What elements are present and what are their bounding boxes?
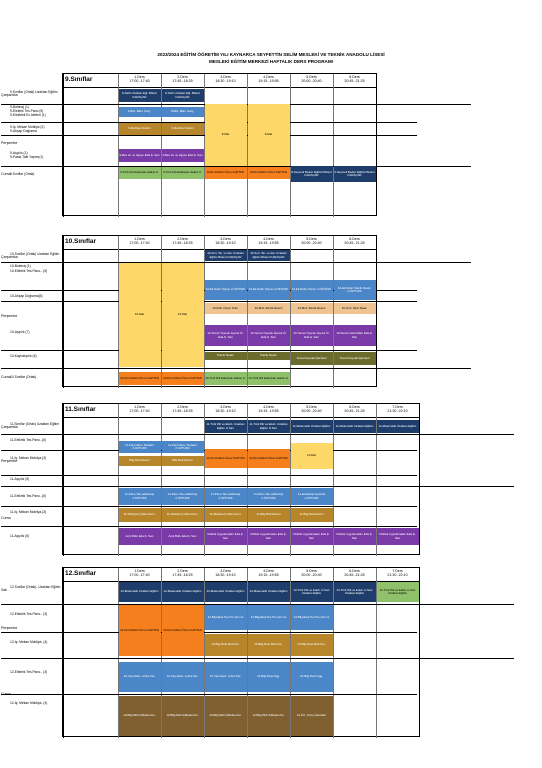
- class-cell: 9-Bilş. Bakı. Sorg.: [119, 107, 161, 117]
- period-time: 17:45 -18:25: [172, 241, 193, 246]
- class-cell: 10-Ek Doktr Ölçme 2.ÖZTÜRK: [205, 280, 247, 300]
- s12-body: [1, 568, 419, 738]
- class-cell: 12-Bilg.Elek.Tes.Pro.Çizi mi: [248, 605, 290, 630]
- row-label: 10-Bobinaj (1): [10, 264, 31, 268]
- period-header: [118, 569, 161, 578]
- s12-frame: [1, 567, 420, 737]
- class-cell: Temel Kaynak İşlemleri: [334, 352, 376, 365]
- class-cell: 9-Bes Hi. ve Hijyen Eda.Ş. Sarı: [119, 149, 161, 162]
- period-header: [118, 405, 161, 414]
- class-cell: 12-Bilg.Mob.İçMekan.Ko.: [119, 696, 161, 736]
- row-label: 11-İş; Mekan Mobilya-(3): [10, 456, 47, 460]
- class-cell: 12-Yapı Elek. veTes.Tas.: [119, 662, 161, 692]
- class-cell: 9-Mat: [205, 104, 247, 166]
- class-cell: 10-Türk Dili Edebiyatı Hatice.S.: [248, 372, 290, 385]
- row-label: 9-Elektrikli Ev Aletleri (1): [10, 113, 46, 117]
- period-name: 5.Ders: [306, 237, 317, 241]
- s11-title: 11.Sınıflar: [65, 406, 96, 413]
- period-name: 4.Ders: [263, 405, 274, 409]
- row-label: 9-Aşçılık (1): [10, 151, 28, 155]
- class-cell: 10-Mat: [119, 263, 161, 367]
- period-time: 20:45 -21:25: [344, 573, 365, 578]
- period-name: 3.Ders: [220, 569, 231, 573]
- class-cell: 9-Mobilya Üretimi: [119, 123, 161, 135]
- class-cell: 11-Bilg.Mob.Resmi: [291, 508, 333, 522]
- document-title-line2: MESLEKİ EĞİTİM MERKEZİ HAFTALIK DERS PROGRAMI: [209, 59, 333, 64]
- period-time: 20:00 -20:40: [301, 409, 322, 414]
- class-cell: 11-Mobilya İç.Mek.Donn.: [162, 508, 204, 522]
- class-cell: 11-Pano Tas.veMontajı 2.ÖZTÜRK: [162, 488, 204, 505]
- class-cell: 11-Pano Tas.veMontajı 2.ÖZTÜRK: [248, 488, 290, 505]
- period-name: 6.Ders: [349, 75, 360, 79]
- class-cell: 10-Din Kültürü Ömer KAPTAN: [119, 372, 161, 385]
- row-label: 12-İş; Mekan Mobilya- (4): [10, 701, 48, 705]
- class-cell: 9-Din Kültürü Ömer KAPTAN: [248, 167, 290, 179]
- class-cell: 9-Mat: [248, 104, 290, 166]
- period-header: [204, 75, 247, 84]
- period-time: 20:00 -20:40: [301, 79, 322, 84]
- period-time: 17:00 -17:40: [129, 573, 150, 578]
- class-cell: 9-Türk Dili Edebiyatı Hatice.S.: [162, 167, 204, 179]
- row-label: 9.Sınıflar (Ortak) Uzaktan Eğitim: [10, 90, 58, 94]
- class-cell: 12-Bilg.Dest.Mob.Üre.: [291, 634, 333, 656]
- period-header: [161, 569, 204, 578]
- day-label: Çarşamba: [1, 425, 18, 429]
- s9-frame: [1, 73, 377, 216]
- day-label: Cuma: [1, 375, 11, 379]
- class-cell: 10-Servis Hazırlıkları Eda.Ş. Sarı: [334, 325, 376, 346]
- day-label: Perşembe: [1, 141, 18, 145]
- period-header: [247, 405, 290, 414]
- class-cell: 11-Mobilya İç.Mek.Donn.: [205, 508, 247, 522]
- row-label: 11-Aşçılık (5): [10, 477, 30, 481]
- class-cell: 12-Bilg.Mob.İçMekan.Ko.: [162, 696, 204, 736]
- day-label: Çarşamba: [1, 255, 18, 259]
- period-header: [290, 75, 333, 84]
- class-cell: 9-Türk Dili Edebiyatı Hatice.S.: [119, 167, 161, 179]
- period-time: 19:15 -19:55: [258, 409, 279, 414]
- class-cell: 9-Bilş. Bakı. Sorg.: [162, 107, 204, 117]
- row-label: 9-Ahşap Doğrama: [10, 129, 37, 133]
- class-cell: Mutfak Uygulamaları Eda.Ş. Sarı: [291, 528, 333, 545]
- class-cell: 10-Mob.Yapım Tekn.: [205, 303, 247, 314]
- period-name: 1.Ders: [134, 75, 145, 79]
- row-label: 9-İş; Mekan Mobilya (2): [10, 125, 45, 129]
- period-time: 19:15 -19:55: [258, 241, 279, 246]
- row-divider: [1, 475, 417, 476]
- row-divider: [1, 301, 417, 302]
- period-time: 21:30 -22:10: [387, 573, 408, 578]
- period-time: 17:45 -18:25: [172, 573, 193, 578]
- class-cell: 10-Temel Yiyecek İçecek Ür. Eda.Ş. Sarı: [205, 325, 247, 346]
- period-name: 2.Ders: [177, 75, 188, 79]
- day-label: Perşembe: [1, 459, 18, 463]
- period-name: 4.Ders: [263, 75, 274, 79]
- period-time: 20:45 -21:25: [344, 241, 365, 246]
- class-cell: 12-Yapı Elek. veTes.Tas.: [205, 662, 247, 692]
- row-divider: [1, 350, 417, 351]
- class-cell: 10-Türk Dili Edebiyatı Hatice.S.: [205, 372, 247, 385]
- period-time: 19:15 -19:55: [258, 79, 279, 84]
- day-label: Çarşamba: [1, 93, 18, 97]
- s10-body: [1, 236, 376, 388]
- s10-title: 10.Sınıflar: [65, 238, 97, 245]
- period-header: [204, 405, 247, 414]
- period-header: [118, 237, 161, 246]
- period-header: [333, 405, 376, 414]
- row-label: 11-Elektrik Tes.Pano.-(5): [10, 438, 46, 442]
- class-cell: 11-Matematik Uzaktan Eğitim: [291, 420, 333, 433]
- period-name: 4.Ders: [263, 237, 274, 241]
- s12-title: 12.Sınıflar: [65, 570, 97, 577]
- period-header: [247, 569, 290, 578]
- period-name: 1.Ders: [134, 237, 145, 241]
- period-time: 17:00 -17:40: [129, 79, 150, 84]
- class-cell: 12-Bilg.Dest.Ogg.: [291, 662, 333, 692]
- class-cell: 9-Tarih Uzaktan Eği. Bülent KARAÇAR: [119, 89, 161, 102]
- period-name: 2.Ders: [177, 405, 188, 409]
- row-divider: [1, 368, 471, 369]
- class-cell: 11-Matematik Uzaktan Eğitim: [334, 420, 376, 433]
- period-time: 18:30 -19:10: [215, 79, 236, 84]
- period-time: 18:30 -19:10: [215, 573, 236, 578]
- period-header: [333, 75, 376, 84]
- row-divider: [1, 486, 514, 487]
- class-cell: 9-Seçmeli Beden Eğitimi Bülent KARAÇAR: [291, 166, 333, 182]
- period-name: 1.Ders: [134, 405, 145, 409]
- row-divider: [1, 694, 417, 695]
- row-divider: [1, 526, 417, 527]
- class-cell: 10-Ek Doktr Teknik Resim 2.ÖZTÜRK: [334, 280, 376, 300]
- class-cell: 11-Türk Dili ve Edeb. Uzaktan Eğitim H.Sarı: [248, 420, 290, 433]
- class-cell: 12-Ürt. Yüzey İşlemleri: [291, 696, 333, 736]
- period-time: 20:45 -21:25: [344, 79, 365, 84]
- class-cell: 12-Yapı Elek. veTes.Tas.: [162, 662, 204, 692]
- class-cell: 11-Zayıf Akım Tesisleri 2.ÖZTÜRK: [162, 441, 204, 453]
- period-name: 7.Ders: [392, 569, 403, 573]
- class-cell: Mutfak Uygulamaları Eda.Ş. Sarı: [205, 528, 247, 545]
- class-cell: 12-Türk Dili ve Edeb. H.Sarı Uzaktan Eğitim: [334, 582, 376, 602]
- class-cell: Açık Büfe Eda.Ş. Sarı: [162, 528, 204, 545]
- period-header: [376, 569, 419, 578]
- class-cell: 12-Matematik Uzaktan Eğitim: [162, 582, 204, 602]
- class-cell: 10-Mat: [162, 263, 204, 367]
- row-label: 11.Sınıflar (Ortak) Uzaktan Eğitim: [10, 422, 60, 426]
- period-time: 17:00 -17:40: [129, 241, 150, 246]
- period-header: [290, 237, 333, 246]
- row-label: 11-Elektrik Tes.Pano.-(5): [10, 494, 46, 498]
- label-divider: [63, 404, 64, 556]
- period-name: 2.Ders: [177, 569, 188, 573]
- class-cell: 10-Mob.Teknik Resmi: [291, 303, 333, 314]
- row-label: 10-Kaynakçılık (6): [10, 354, 37, 358]
- period-time: 17:00 -17:40: [129, 409, 150, 414]
- class-cell: 10-Sınt. Tar. ve Ata. Uzaktan Eğitim Bülent KARAÇAR: [205, 250, 247, 261]
- period-name: 1.Ders: [134, 569, 145, 573]
- class-cell: 12-Bilg.Elek.Tes.Pro.Çizi mi: [205, 605, 247, 630]
- row-label: 10-Aşçılık (7): [10, 330, 30, 334]
- class-cell: 11-Türk Dili ve Edeb. Uzaktan Eğitim H.Sarı: [205, 420, 247, 433]
- s10-frame: [1, 235, 377, 387]
- class-cell: 11-Pano Tas.veMontajı 2.ÖZTÜRK: [119, 488, 161, 505]
- day-label: Perşembe: [1, 314, 18, 318]
- class-cell: Mutfak Uygulamaları Eda.Ş. Sarı: [334, 528, 376, 545]
- day-label: Cuma: [1, 172, 11, 176]
- period-time: 20:45 -21:25: [344, 409, 365, 414]
- class-cell: 10-Mob.Teknik Resmi: [248, 303, 290, 314]
- period-name: 6.Ders: [349, 405, 360, 409]
- class-cell: 12-Bilg.Elek.Tes.Pro.Çizi mi: [291, 605, 333, 630]
- period-time: 20:00 -20:40: [301, 241, 322, 246]
- row-label: 12-İş; Mekan Mobilya- (4): [10, 640, 48, 644]
- period-header: [333, 569, 376, 578]
- class-cell: 10-Din Kültürü Ömer KAPTAN: [162, 372, 204, 385]
- s11-frame: [1, 403, 420, 555]
- class-cell: 12-Bilg.Mob.İçMekan.Ko.: [205, 696, 247, 736]
- class-cell: Teknik Resim: [248, 352, 290, 360]
- class-cell: 11-Matematik Uzaktan Eğitim: [377, 420, 419, 433]
- class-cell: 12-Bilg.Dest.Mob.Üre.: [205, 634, 247, 656]
- class-cell: 12-Bilg.Mob.İçMekan.Ko.: [248, 696, 290, 736]
- class-cell: 10-Ürnt. Mob.Tasar.: [334, 303, 376, 314]
- row-label: 12-Elektrik Tes.Pano.- (3): [10, 670, 48, 674]
- class-cell: 11-Mat: [291, 443, 333, 469]
- class-cell: 12-Türk Dili ve Edeb. H.Sarı Uzaktan Eğitim: [291, 582, 333, 602]
- class-cell: 11-Zayıf Akım Tesisleri 2.ÖZTÜRK: [119, 441, 161, 453]
- col-divider: [290, 74, 291, 217]
- period-header: [376, 405, 419, 414]
- class-cell: 12-Matematik Uzaktan Eğitim: [248, 582, 290, 602]
- class-cell: Teknik Resim: [205, 352, 247, 360]
- class-cell: 10-Temel Yiyecek İçecek Ür. Eda.Ş. Sarı: [248, 325, 290, 346]
- s9-title: 9.Sınıflar: [65, 76, 93, 83]
- row-label: 11-İş; Mekan Mobilya-(3): [10, 510, 47, 514]
- row-label: 9-Elektrik Tes.Pano.(5): [10, 109, 44, 113]
- period-name: 2.Ders: [177, 237, 188, 241]
- class-cell: 10-Ek Doktr Ölçme 2.ÖZTÜRK: [291, 280, 333, 300]
- class-cell: 12-Türk Dili ve Edeb. H.Sarı Uzaktan Eğitim: [377, 582, 419, 602]
- period-name: 5.Ders: [306, 405, 317, 409]
- row-divider: [1, 262, 471, 263]
- row-label: 10.Sınıflar (Ortak) Uzaktan Eğitim: [10, 252, 60, 256]
- row-label: 12-Elektrik Tes.Pano.- (3): [10, 612, 48, 616]
- period-time: 17:45 -18:25: [172, 79, 193, 84]
- period-header: [204, 569, 247, 578]
- col-divider: [333, 74, 334, 217]
- class-cell: 9-Mobilya Üretimi: [162, 123, 204, 135]
- row-divider: [1, 632, 417, 633]
- class-cell: 12-Din Kültürü Ömer KAPTAN: [162, 605, 204, 656]
- row-label: 9.Sınıflar (Ortak): [10, 172, 35, 176]
- period-name: 3.Ders: [220, 75, 231, 79]
- day-label: Cuma: [1, 692, 11, 696]
- period-name: 3.Ders: [220, 405, 231, 409]
- period-header: [161, 237, 204, 246]
- row-label: 10-Ahşap Doğrama(5): [10, 294, 43, 298]
- document-title-line1: 2023/2024 EĞİTİM ÖĞRETİM YILI KAYNARCA SEYFETTİN SELİM MESLEKİ VE TEKNİK ANADOLU LİSESİ: [157, 52, 385, 57]
- period-header: [247, 75, 290, 84]
- class-cell: 10-Temel Yiyecek İçecek Ür. Eda.Ş. Sarı: [291, 325, 333, 346]
- class-cell: 11-Din Kültürü Ömer KAPTAN: [205, 449, 247, 468]
- class-cell: Mutfak Uygulamaları Eda.Ş. Sarı: [377, 528, 419, 545]
- class-cell: 12-Din Kültürü Ömer KAPTAN: [119, 605, 161, 656]
- class-cell: Mutfak Uygulamaları Eda.Ş. Sarı: [248, 528, 290, 545]
- period-header: [290, 405, 333, 414]
- period-time: 20:00 -20:40: [301, 573, 322, 578]
- row-divider: [1, 506, 417, 507]
- class-cell: 12-Matematik Uzaktan Eğitim: [119, 582, 161, 602]
- period-header: [204, 237, 247, 246]
- row-divider: [1, 434, 514, 435]
- period-time: 18:30 -19:10: [215, 241, 236, 246]
- class-cell: 11-Din Kültürü Ömer KAPTAN: [248, 449, 290, 468]
- class-cell: 9-Din Kültürü Ömer KAPTAN: [205, 167, 247, 179]
- row-label: 9-Pasta Tatlı Yapımı(1): [10, 155, 44, 159]
- period-name: 6.Ders: [349, 237, 360, 241]
- period-header: [118, 75, 161, 84]
- s9-body: [1, 74, 376, 217]
- row-label: 9-Bobinaj (1): [10, 105, 29, 109]
- row-label: 10-Elektrik Tes.Pano.- (5): [10, 269, 48, 273]
- period-name: 7.Ders: [392, 405, 403, 409]
- period-name: 3.Ders: [220, 237, 231, 241]
- row-label: 11-Aşçılık (5): [10, 534, 30, 538]
- class-cell: 9-Tarih Uzaktan Eği. Bülent KARAÇAR: [162, 89, 204, 102]
- class-cell: Bilg.Mob.Resmi: [119, 456, 161, 466]
- class-cell: Bilg.Mob.Resmi: [162, 456, 204, 466]
- class-cell: Temel Kaynak İşlemleri: [291, 352, 333, 365]
- period-time: 18:30 -19:10: [215, 409, 236, 414]
- class-cell: 12-Matematik Uzaktan Eğitim: [205, 582, 247, 602]
- day-label: Perşembe: [1, 626, 18, 630]
- period-name: 5.Ders: [306, 75, 317, 79]
- class-cell: 10-Sınt. Tar. ve Ata. Uzaktan Eğitim Bülent KARAÇAR: [248, 250, 290, 261]
- day-label: Cuma: [1, 516, 11, 520]
- label-divider: [63, 568, 64, 738]
- class-cell: 11-Mobilya İç.Mek.Donn.: [119, 508, 161, 522]
- class-cell: 11-Bilg.Mob.Resmi: [248, 508, 290, 522]
- class-cell: 9-Bes Hi. ve Hijyen Eda.Ş. Sarı: [162, 149, 204, 162]
- class-cell: 9-Seçmeli Beden Eğitimi Bülent KARAÇAR: [334, 166, 376, 182]
- period-name: 5.Ders: [306, 569, 317, 573]
- period-header: [290, 569, 333, 578]
- period-header: [161, 405, 204, 414]
- class-cell: Açık Büfe Eda.Ş. Sarı: [119, 528, 161, 545]
- class-cell: 11-Pano Tas.veMontajı 2.ÖZTÜRK: [205, 488, 247, 505]
- class-cell: 12-Bilg.Dest.Ogg.: [248, 662, 290, 692]
- row-label: 10.Sınıflar (Ortak): [10, 375, 37, 379]
- class-cell: 12-Bilg.Dest.Mob.Üre.: [248, 634, 290, 656]
- period-time: 19:15 -19:55: [258, 573, 279, 578]
- day-label: Salı: [1, 588, 8, 592]
- period-header: [247, 237, 290, 246]
- label-divider: [63, 236, 64, 388]
- label-divider: [63, 74, 64, 217]
- period-name: 4.Ders: [263, 569, 274, 573]
- row-label: 12.Sınıflar (Ortak)- Uzaktan Eğitim: [10, 585, 61, 589]
- period-name: 6.Ders: [349, 569, 360, 573]
- class-cell: 11-Endüstrel Aydınlat 2.ÖZTÜRK: [291, 488, 333, 505]
- period-header: [161, 75, 204, 84]
- period-header: [333, 237, 376, 246]
- class-cell: 10-Ek Doktr Ölçme 2.ÖZTÜRK: [248, 280, 290, 300]
- period-time: 21:30 -22:10: [387, 409, 408, 414]
- s11-body: [1, 404, 419, 556]
- row-divider: [1, 658, 514, 659]
- period-time: 17:45 -18:25: [172, 409, 193, 414]
